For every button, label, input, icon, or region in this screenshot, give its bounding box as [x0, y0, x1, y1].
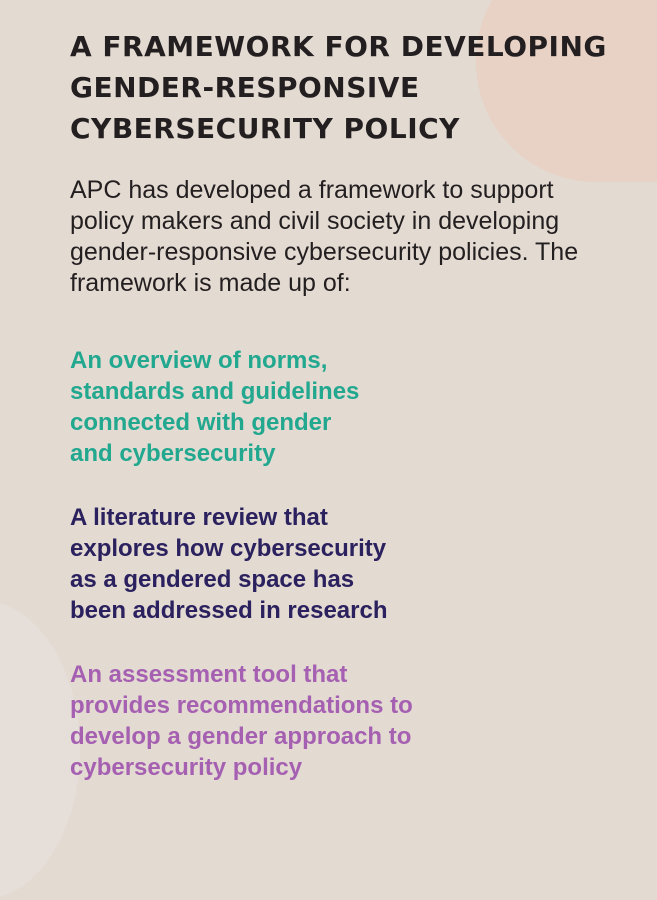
page-title: A FRAMEWORK FOR DEVELOPING GENDER-RESPONSIVE CYBERSECURITY POLICY [70, 30, 607, 145]
framework-panel [70, 26, 630, 783]
component-overview-norms: An overview of norms, standards and guidelines connected with gender and cybersecurity [70, 347, 360, 467]
component-assessment-tool: An assessment tool that provides recommendations to develop a gender approach to cybersecurity policy [70, 661, 413, 781]
component-literature-review: A literature review that explores how cybersecurity as a gendered space has been addressed in research [70, 504, 388, 624]
intro-paragraph: APC has developed a framework to support policy makers and civil society in developing gender-responsive cybersecurity policies. The framework is made up of: [70, 176, 579, 297]
decorative-blob-bottom-left [0, 600, 80, 900]
